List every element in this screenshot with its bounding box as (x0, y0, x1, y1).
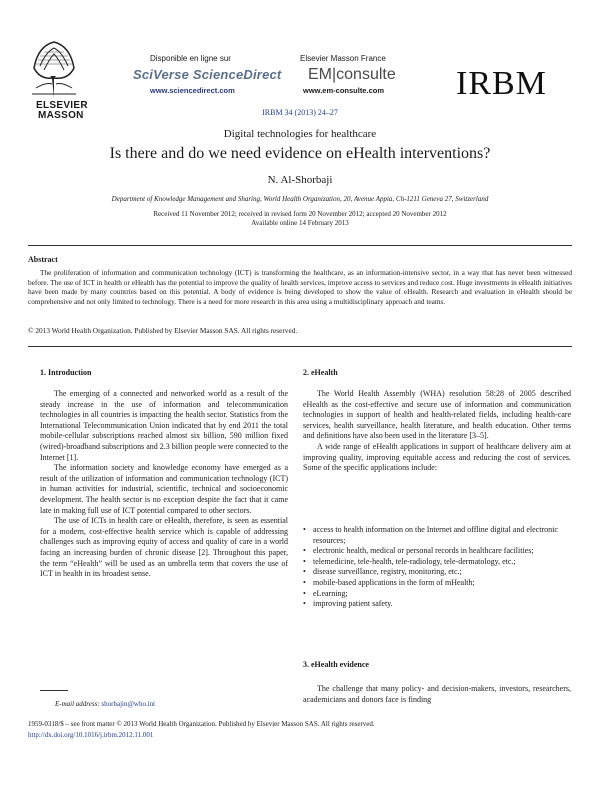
intro-paragraph-1: The emerging of a connected and networked world as a result of the steady increase in the use of information and telecommunication technologies in all countries is impacting the health sector. Statistics from the International Telecommunication Union indicated that by end 2011 the total mobile-cellular subscriptions reached almost six billion, 590 million fixed (wired)-broadband subscriptions and 2.3 billion people were connected to the Internet [1]. (40, 389, 288, 462)
issn-line: 1959-0318/$ – see front matter © 2013 World Health Organization. Published by Elsevier Masson SAS. All rights reserved. (28, 720, 375, 728)
abstract-bottom-rule (28, 346, 572, 347)
online-date: Available online 14 February 2013 (251, 219, 349, 227)
list-item: • disease surveillance, registry, monitoring, etc.; (303, 567, 571, 578)
introduction-body (40, 389, 288, 580)
irbm-journal-logo: IRBM (456, 65, 547, 102)
author-name: N. Al-Shorbaji (267, 174, 333, 186)
list-item: • access to health information on the Internet and offline digital and electronic resources; (303, 525, 571, 546)
doi-link[interactable]: http://dx.doi.org/10.1016/j.irbm.2012.11.001 (28, 731, 154, 739)
email-footnote (55, 700, 155, 708)
ehealth-body (303, 389, 571, 474)
introduction-heading: 1. Introduction (40, 368, 92, 377)
email-label: E-mail address: (55, 700, 100, 708)
intro-paragraph-2: The information society and knowledge economy have emerged as a result of the utilization of information and communication technology (ICT) in human activities for industrial, scientific, technical and socioeconomic development. The health sector is no exception despite the fact that it came late in making full use of ICT potential compared to other sectors. (40, 463, 288, 515)
email-link[interactable]: shorbajin@who.int (101, 700, 156, 708)
list-item: • telemedicine, tele-health, tele-radiology, tele-dermatology, etc.; (303, 557, 571, 568)
em-consulte-logo: EM|consulte (308, 66, 396, 83)
elsevier-logo-text: ELSEVIER (36, 100, 88, 111)
ehealth-paragraph-1: The World Health Assembly (WHA) resolution 58:28 of 2005 described eHealth as the cost-effective and secure use of information and communication technologies in support of health and health-related fields, including health-care services, health surveillance, health literature, and health education. Other terms and definitions have also been used in the literature [3–5]. (303, 389, 571, 441)
abstract-heading: Abstract (28, 255, 58, 264)
received-dates: Received 11 November 2012; received in revised form 20 November 2012; accepted 20 November 2012 (153, 210, 447, 218)
available-online-label: Disponible en ligne sur (150, 54, 231, 63)
applications-list (303, 525, 571, 610)
abstract-text: The proliferation of information and communication technology (ICT) is transforming the healthcare, as an information-intensive sector, in a way that has never been witnessed before. The use of ICT in health or eHealth has the potential to improve the quality of health services, improve access to services and reduce cost. Huge investments in eHealth initiatives have been made by many countries based on this potential. A body of evidence is being developed to show the value of eHealth. Research and evaluation in eHealth should be comprehensive and not only limited to technology. There is a need for more research in this area using a multidisciplinary approach and teams. (28, 268, 572, 306)
masson-logo-text: MASSON (38, 110, 84, 121)
journal-reference[interactable]: IRBM 34 (2013) 24–27 (262, 108, 338, 117)
evidence-paragraph-1: The challenge that many policy- and decision-makers, investors, researchers, academicians and donors face is finding (303, 684, 571, 704)
author-affiliation: Department of Knowledge Management and Sharing, World Health Organization, 20, Avenue Appia, Ch-1211 Geneva 27, Switzerland (111, 195, 489, 203)
ehealth-paragraph-2: A wide range of eHealth applications in support of healthcare delivery aim at improving quality, improving equitable access and reducing the cost of services. Some of the specific applications include: (303, 441, 571, 473)
abstract-top-rule (28, 245, 572, 246)
list-item: • improving patient safety. (303, 599, 571, 610)
list-item: • mobile-based applications in the form of mHealth; (303, 578, 571, 589)
evidence-heading: 3. eHealth evidence (303, 660, 369, 669)
article-title: Is there and do we need evidence on eHealth interventions? (109, 145, 491, 162)
abstract-copyright: © 2013 World Health Organization. Published by Elsevier Masson SAS. All rights reserved. (28, 326, 298, 335)
sciverse-sciencedirect-logo: SciVerse ScienceDirect (133, 67, 282, 82)
sciencedirect-link[interactable]: www.sciencedirect.com (150, 86, 235, 95)
footnote-rule (40, 690, 68, 691)
ehealth-heading: 2. eHealth (303, 368, 338, 377)
em-consulte-link[interactable]: www.em-consulte.com (303, 86, 384, 95)
intro-paragraph-3: The use of ICTs in health care or eHealth, therefore, is seen as essential for a modern, cost-effective health service which is capable of addressing challenges such as improving equity of access and quality of care in a world facing an increasing burden of chronic disease [2]. Throughout this paper, the term “eHealth” will be used as an umbrella term that covers the use of ICT in health in its broadest sense. (40, 516, 288, 579)
list-item: • electronic health, medical or personal records in healthcare facilities; (303, 546, 571, 557)
list-item: • eLearning; (303, 589, 571, 600)
evidence-body (303, 684, 571, 705)
section-label: Digital technologies for healthcare (223, 128, 377, 140)
elsevier-masson-france-label: Elsevier Masson France (300, 54, 386, 63)
elsevier-tree-logo (30, 38, 78, 100)
